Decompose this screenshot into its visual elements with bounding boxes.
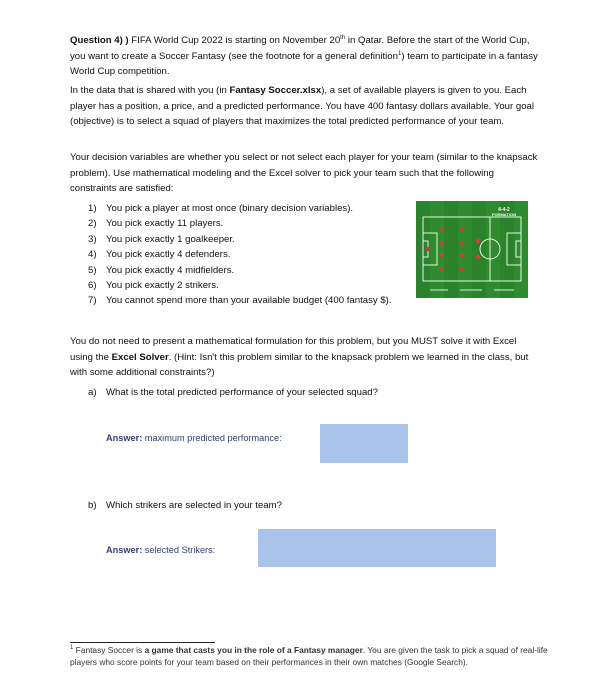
list-item: 3) You pick exactly 1 goalkeeper. bbox=[88, 233, 235, 245]
list-item: 7) You cannot spend more than your available budget (400 fantasy $). bbox=[88, 295, 392, 307]
formation-image bbox=[416, 201, 528, 298]
footnote: $^1$ Fantasy Soccer is a game that casts you in the role of a Fantasy manager. You are given the task to pick a squad of real-life players who score points for your team based on their performances in their own matches (Google Search). bbox=[70, 645, 548, 667]
part-b-answer-label: Answer: selected Strikers: bbox=[106, 545, 216, 555]
part-a-answer-label: Answer: maximum predicted performance: bbox=[106, 433, 282, 443]
soccer-field-icon bbox=[416, 201, 528, 298]
list-item: 1) You pick a player at most once (binary decision variables). bbox=[88, 203, 354, 214]
answer-b-input[interactable] bbox=[258, 529, 496, 567]
list-item: 4) You pick exactly 4 defenders. bbox=[88, 249, 231, 261]
solver-paragraph: You do not need to present a mathematical formulation for this problem, but you MUST solve it with Excel using the Excel Solver. (Hint: Isn't this problem similar to the knapsack problem we learned in the class, but with some additional constraints?) bbox=[70, 336, 529, 378]
list-item: 5) You pick exactly 4 midfielders. bbox=[88, 264, 235, 276]
question-paragraph: Question 4) ) FIFA World Cup 2022 is starting on November 20th in Qatar. Before the start of the World Cup, you want to create a Soccer Fantasy (see the footnote for a general definition$^1$) team to participate in a fantasy World Cup competition. bbox=[70, 34, 538, 77]
svg-text:4-4-2: 4-4-2 bbox=[498, 207, 510, 213]
list-item: 6) You pick exactly 2 strikers. bbox=[88, 280, 219, 292]
answer-a-input[interactable] bbox=[320, 424, 408, 463]
part-a-question: a) What is the total predicted performance of your selected squad? bbox=[88, 387, 378, 398]
question-label: Question 4) ) bbox=[70, 35, 129, 46]
list-item: 2) You pick exactly 11 players. bbox=[88, 218, 224, 230]
svg-text:FORMATION: FORMATION bbox=[492, 212, 516, 217]
data-paragraph: In the data that is shared with you (in Fantasy Soccer.xlsx), a set of available players is given to you. Each player has a position, a price, and a predicted performance. You have 400 fantasy dollars available. Your goal (objective) is to select a squad of players that maximizes the total predicted performance of your team. bbox=[70, 85, 535, 127]
part-b-question: b) Which strikers are selected in your team? bbox=[88, 500, 282, 511]
constraints-list bbox=[88, 201, 392, 309]
footnote-divider bbox=[70, 642, 215, 643]
solver-name: Excel Solver bbox=[111, 351, 169, 363]
decision-paragraph: Your decision variables are whether you select or not select each player for your team (similar to the knapsack problem). Use mathematical modeling and the Excel solver to pick your team such that the following constraints are satisfied: bbox=[70, 152, 538, 194]
file-name: Fantasy Soccer.xlsx bbox=[229, 85, 322, 96]
